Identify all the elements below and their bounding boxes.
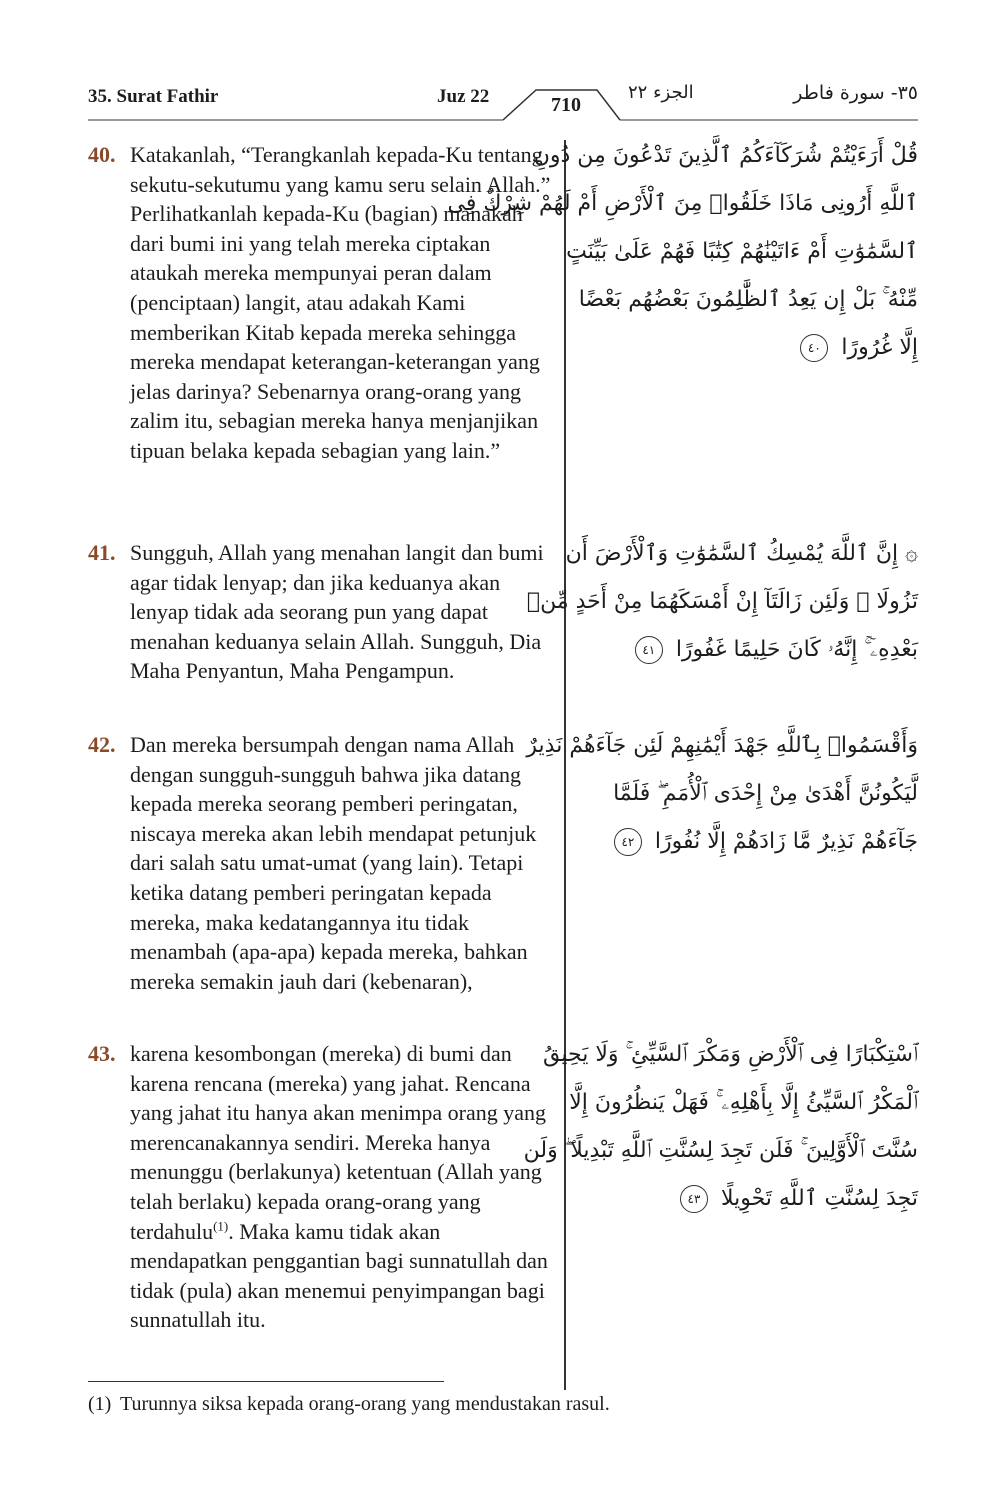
arabic-line-last [588, 818, 918, 866]
surah-title-latin: 35. Surat Fathir [88, 86, 219, 107]
page-number: 710 [551, 94, 581, 116]
verse-number: 42. [88, 732, 116, 757]
verse-text-part: karena kesombongan (mereka) di bumi dan karena rencana (mereka) yang jahat. Rencana yang jahat itu hanya akan menimpa orang yang merencanakannya sendiri. Mereka hanya menunggu (berlakunya) ketentuan (Allah yang telah berlaku) kepada orang-orang yang terdahulu [130, 1041, 547, 1244]
arabic-line-last [588, 1175, 918, 1223]
ayah-number-mark: ٤٠ [800, 334, 828, 362]
verse-41-arabic [526, 530, 918, 674]
arabic-line-last [588, 626, 918, 674]
footnote-reference[interactable]: (1) [213, 1218, 229, 1234]
arabic-line: ٱلْمَكْرُ ٱلسَّيِّئُ إِلَّا بِأَهْلِهِۦ ۚ فَهَلْ يَنظُرُونَ إِلَّا [569, 1090, 918, 1115]
arabic-line: لَّيَكُونُنَّ أَهْدَىٰ مِنْ إِحْدَى ٱلْأُمَمِ ۖ فَلَمَّا [613, 781, 918, 806]
arabic-line: ٱلسَّمَٰوَٰتِ أَمْ ءَاتَيْنَٰهُمْ كِتَٰبًا فَهُمْ عَلَىٰ بَيِّنَتٍ [566, 239, 918, 264]
verse-text-part: . Maka kamu tidak akan mendapatkan penggantian bagi sunnatullah dan tidak (pula) akan menemui penyimpangan bagi sunnatullah itu. [130, 1218, 548, 1333]
surah-title-arabic: ٣٥- سورة فاطر [793, 82, 918, 104]
verse-42-translation [88, 730, 558, 996]
footnote-text: Turunnya siksa kepada orang-orang yang mendustakan rasul. [120, 1393, 610, 1415]
verse-text [130, 1039, 558, 1335]
arabic-text: جَآءَهُمْ نَذِيرٌ مَّا زَادَهُمْ إِلَّا نُفُورًا [654, 829, 918, 854]
verse-40-arabic [447, 132, 918, 372]
verse-42-arabic [526, 722, 918, 866]
arabic-line-last [588, 324, 918, 372]
verse-text: Dan mereka bersumpah dengan nama Allah dengan sungguh-sungguh bahwa jika datang kepada mereka seorang pemberi peringatan, niscaya mereka akan lebih mendapat petunjuk dari salah satu umat-umat (yang lain). Tetapi ketika datang pemberi peringatan kepada mereka, maka kedatangannya itu tidak menambah (apa-apa) kepada mereka, bahkan mereka semakin jauh dari (kebenaran), [130, 732, 537, 994]
verse-43-translation [88, 1039, 558, 1335]
verse-number: 41. [88, 540, 116, 565]
arabic-line: قُلْ أَرَءَيْتُمْ شُرَكَآءَكُمُ ٱلَّذِينَ تَدْعُونَ مِن دُونِ [533, 143, 918, 168]
juz-label-arabic: الجزء ٢٢ [628, 82, 694, 103]
verse-number: 40. [88, 142, 116, 167]
arabic-text: بَعْدِهِۦٓ ۚ إِنَّهُۥ كَانَ حَلِيمًا غَفُورًا [675, 637, 918, 662]
footnote-marker: (1) [88, 1393, 112, 1415]
arabic-line: ٱسْتِكْبَارًا فِى ٱلْأَرْضِ وَمَكْرَ ٱلسَّيِّئِ ۚ وَلَا يَحِيقُ [543, 1042, 918, 1067]
footnote-rule [88, 1381, 444, 1382]
verse-43-arabic [523, 1031, 918, 1223]
arabic-text: تَجِدَ لِسُنَّتِ ٱللَّهِ تَحْوِيلًا [720, 1186, 918, 1211]
ayah-number-mark: ٤٣ [680, 1185, 708, 1213]
arabic-line: سُنَّتَ ٱلْأَوَّلِينَ ۚ فَلَن تَجِدَ لِسُنَّتِ ٱللَّهِ تَبْدِيلًا ۖ وَلَن [523, 1138, 918, 1163]
ayah-number-mark: ٤٢ [614, 828, 642, 856]
arabic-line: ۞ إِنَّ ٱللَّهَ يُمْسِكُ ٱلسَّمَٰوَٰتِ وَٱلْأَرْضَ أَن [565, 541, 918, 566]
footnote [88, 1393, 908, 1416]
ayah-number-mark: ٤١ [635, 636, 663, 664]
arabic-line: تَزُولَا ۚ وَلَئِن زَالَتَآ إِنْ أَمْسَكَهُمَا مِنْ أَحَدٍ مِّنۢ [526, 589, 918, 614]
arabic-line: ٱللَّهِ أَرُونِى مَاذَا خَلَقُوا۟ مِنَ ٱلْأَرْضِ أَمْ لَهُمْ شِرْكٌ فِى [447, 191, 918, 216]
verse-text: Sungguh, Allah yang menahan langit dan bumi agar tidak lenyap; dan jika keduanya akan lenyap tidak ada seorang pun yang dapat menahan keduanya selain Allah. Sungguh, Dia Maha Penyantun, Maha Pengampun. [130, 540, 544, 684]
verse-number: 43. [88, 1041, 116, 1066]
verse-41-translation [88, 538, 558, 686]
arabic-line: وَأَقْسَمُوا۟ بِٱللَّهِ جَهْدَ أَيْمَٰنِهِمْ لَئِن جَآءَهُمْ نَذِيرٌ [526, 733, 918, 758]
arabic-line: مِّنْهُ ۚ بَلْ إِن يَعِدُ ٱلظَّٰلِمُونَ بَعْضُهُم بَعْضًا [578, 287, 918, 312]
juz-label-latin: Juz 22 [437, 86, 490, 107]
page-header [88, 82, 918, 126]
arabic-text: إِلَّا غُرُورًا [841, 335, 918, 360]
verse-text: Katakanlah, “Terangkanlah kepada-Ku tentang sekutu-sekutumu yang kamu seru selain Allah.” Perlihatkanlah kepada-Ku (bagian) manakah dari bumi ini yang telah mereka ciptakan ataukah mereka mempunyai peran dalam (penciptaan) langit, atau adakah Kami memberikan Kitab kepada mereka sehingga mereka mendapat keterangan-keterangan yang jelas darinya? Sebenarnya orang-orang yang zalim itu, sebagian mereka hanya menjanjikan tipuan belaka kepada sebagian yang lain.” [130, 142, 551, 463]
